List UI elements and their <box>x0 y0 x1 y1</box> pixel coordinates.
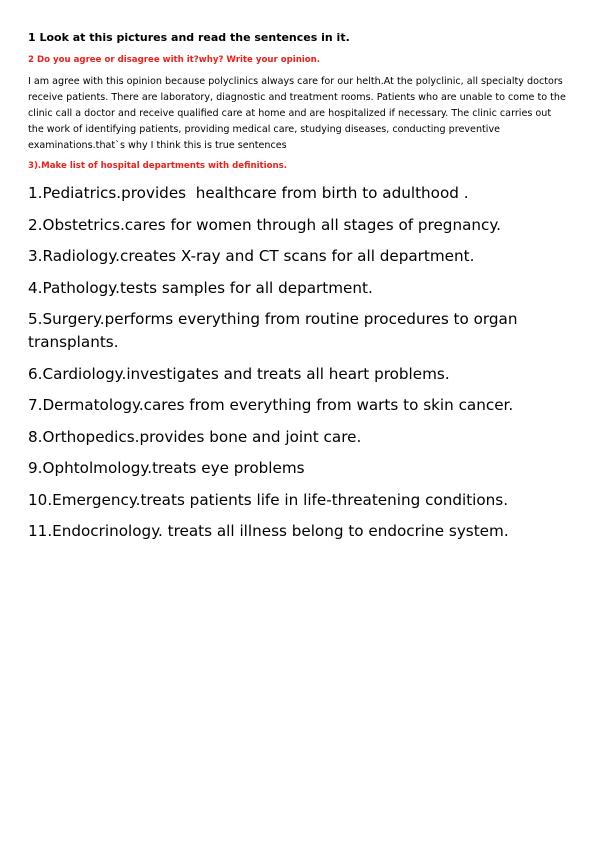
department-item: 1.Pediatrics.provides healthcare from birth to adulthood . <box>28 184 469 202</box>
task-1-heading: 1 Look at this pictures and read the sentences in it. <box>28 31 350 44</box>
department-item: 5.Surgery.performs everything from routine procedures to organ transplants. <box>28 310 523 351</box>
department-item: 4.Pathology.tests samples for all department. <box>28 278 373 297</box>
opinion-paragraph: I am agree with this opinion because polyclinics always care for our helth.At the polyclinic, all specialty doctors receive patients. There are laboratory, diagnostic and treatment rooms. Patients who are unable to come to the clinic call a doctor and receive qualified care at home and are hospitalized if necessary. The clinic carries out the work of identifying patients, providing medical care, studying diseases, conducting preventive examinations.that`s why I think this is true sentences <box>28 76 566 151</box>
department-list <box>28 182 568 543</box>
task-3-heading: 3).Make list of hospital departments with definitions. <box>28 161 288 171</box>
department-item: 8.Orthopedics.provides bone and joint care. <box>28 427 362 446</box>
task-2-heading: 2 Do you agree or disagree with it?why? Write your opinion. <box>28 55 321 65</box>
department-item: 3.Radiology.creates X-ray and CT scans for all department. <box>28 247 475 265</box>
department-item: 2.Obstetrics.cares for women through all stages of pregnancy. <box>28 215 502 234</box>
department-item: 11.Endocrinology. treats all illness belong to endocrine system. <box>28 522 509 540</box>
department-item: 10.Emergency.treats patients life in life-threatening conditions. <box>28 490 509 509</box>
department-item: 9.Ophtolmology.treats eye problems <box>28 459 305 477</box>
department-item: 7.Dermatology.cares from everything from warts to skin cancer. <box>28 396 514 414</box>
department-item: 6.Cardiology.investigates and treats all heart problems. <box>28 364 450 383</box>
document-page <box>28 30 568 552</box>
